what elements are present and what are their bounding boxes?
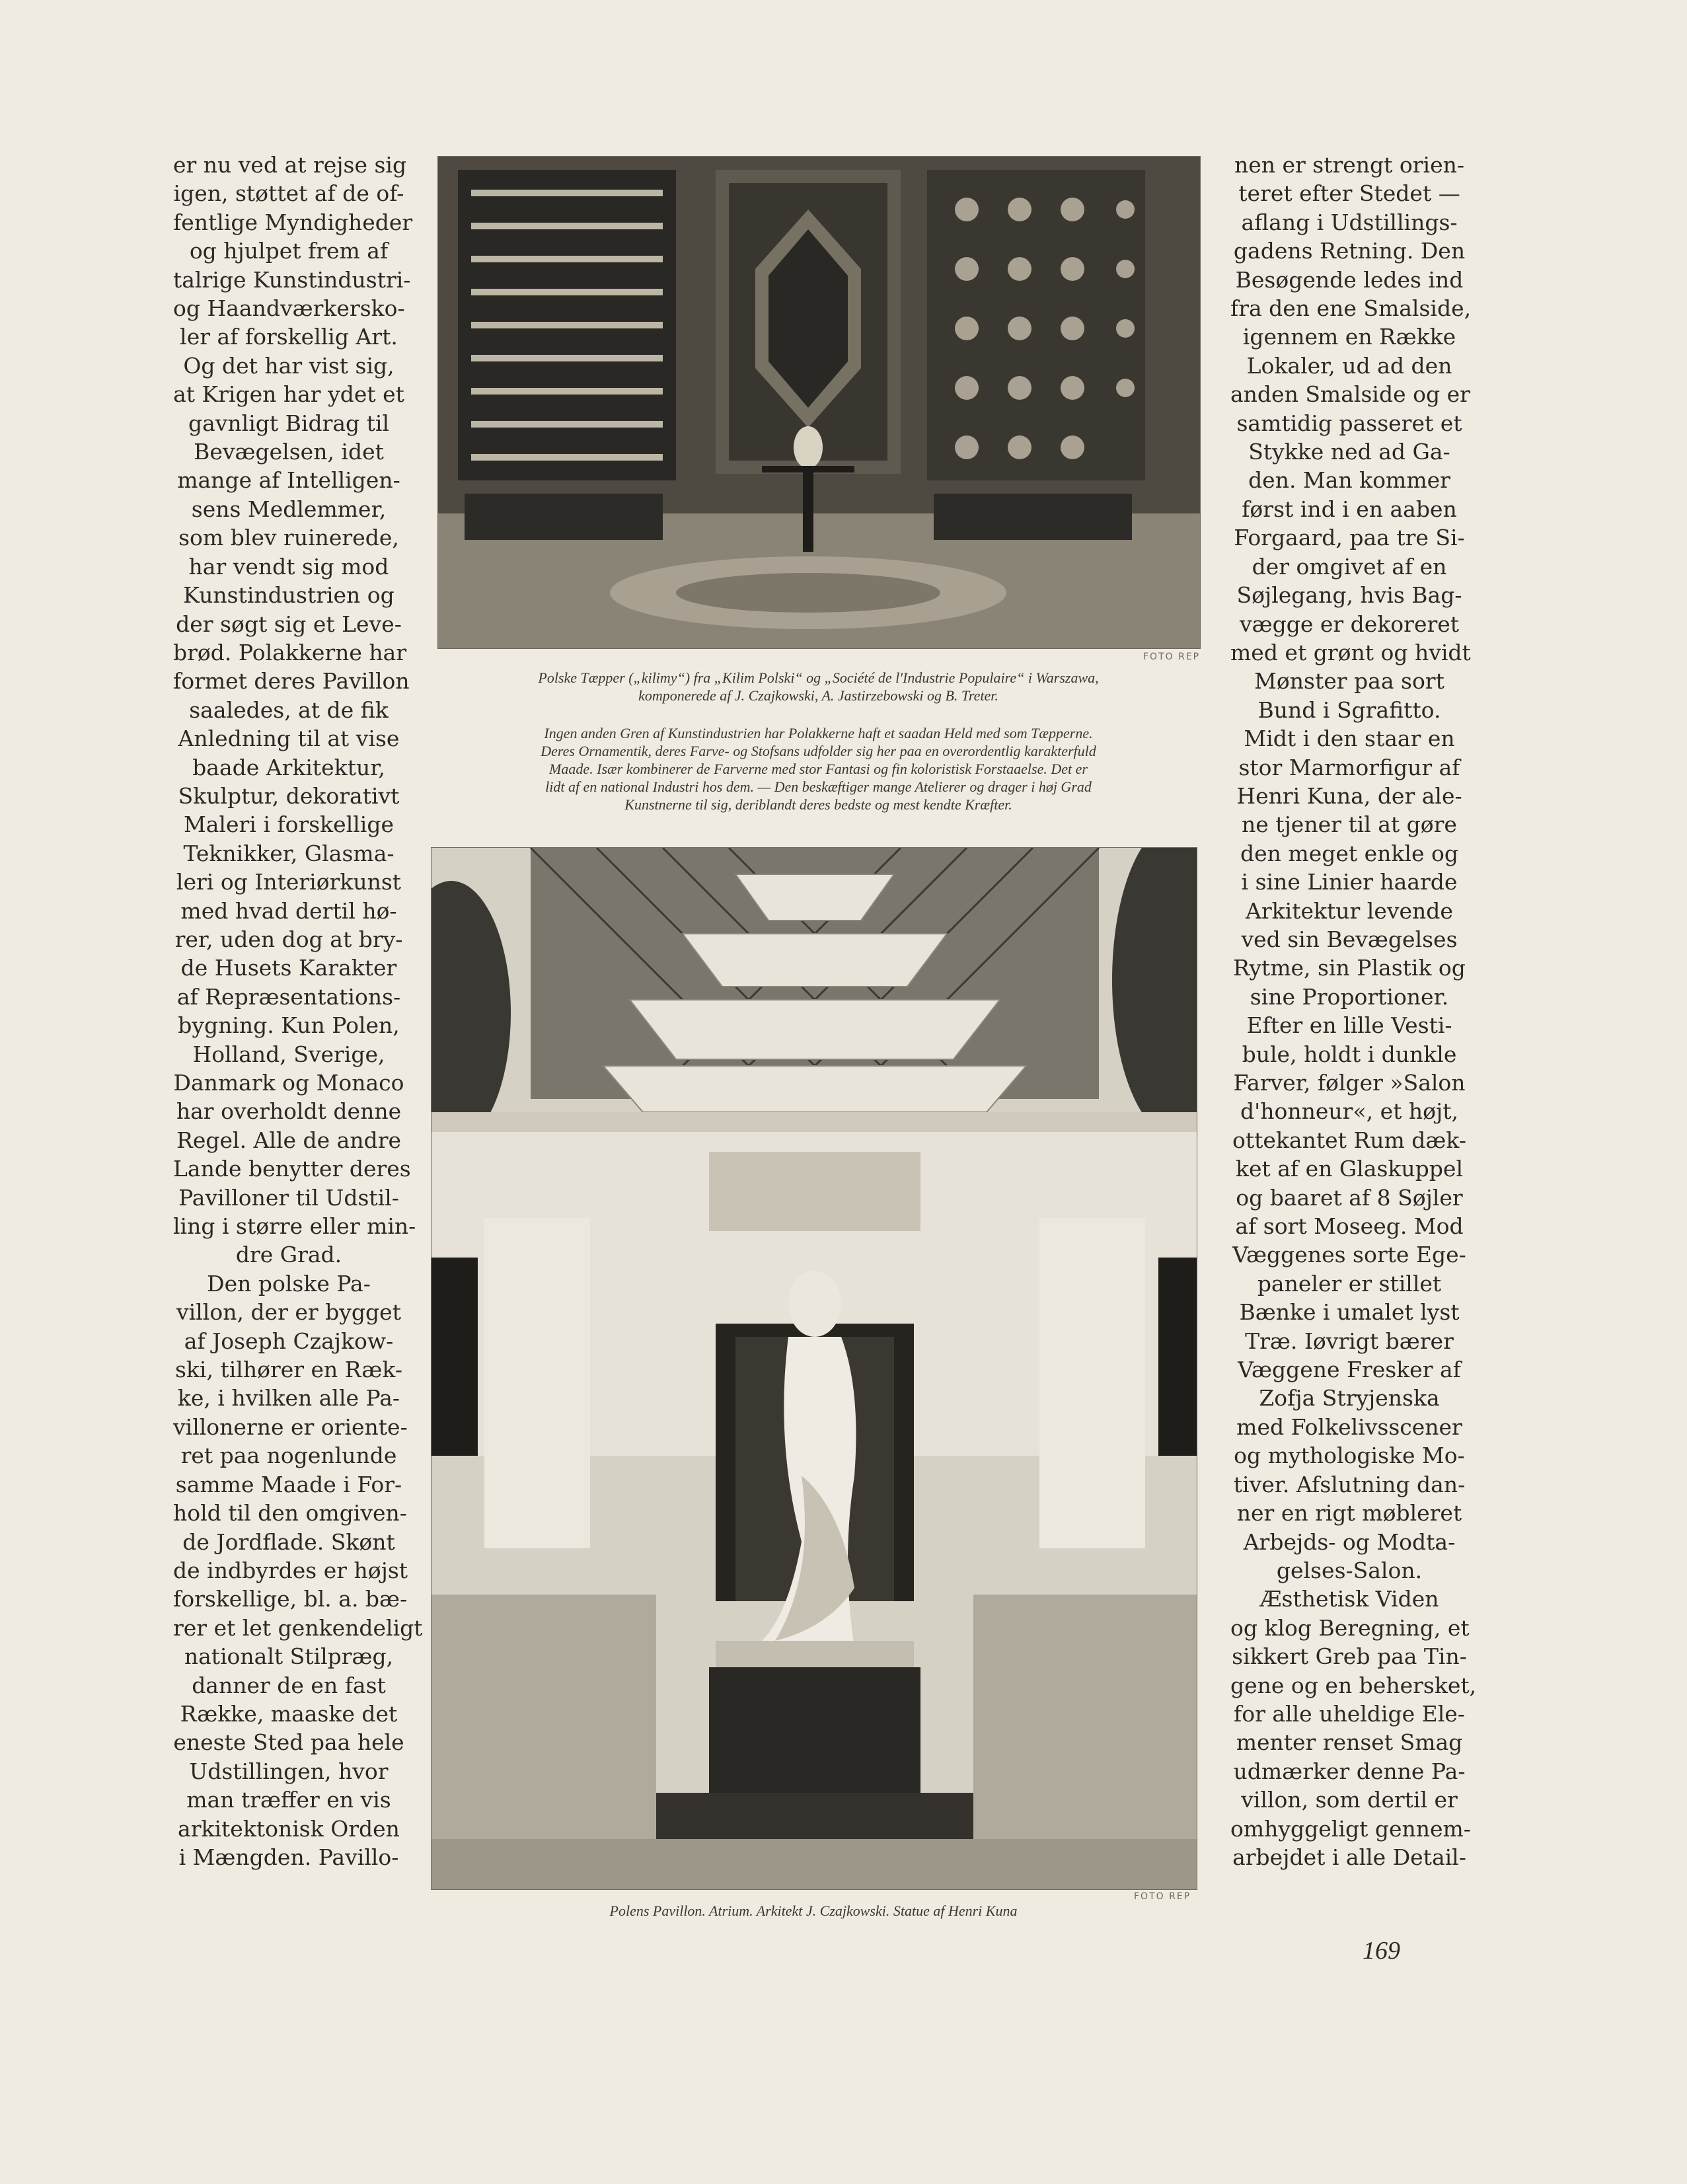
text-line: Midt i den staar en <box>1244 726 1455 752</box>
text-line: er nu ved at rejse sig <box>173 152 407 178</box>
text-line: vægge er dekoreret <box>1239 611 1460 637</box>
text-line: sikkert Greb paa Tin- <box>1232 1643 1467 1670</box>
text-line: fra den ene Smalside, <box>1230 295 1472 322</box>
text-line: rer et let genkendeligt <box>173 1614 423 1641</box>
text-line: fentlige Myndigheder <box>173 209 413 235</box>
text-line: aflang i Udstillings- <box>1241 209 1458 235</box>
text-line: som blev ruinerede, <box>178 525 399 551</box>
text-line: menter renset Smag <box>1236 1729 1463 1756</box>
text-line: har overholdt denne <box>176 1098 402 1125</box>
text-line: Række, maaske det <box>180 1700 398 1727</box>
text-line: formet deres Pavillon <box>173 668 410 695</box>
text-line: Besøgende ledes ind <box>1235 266 1464 293</box>
text-line: danner de en fast <box>192 1672 386 1698</box>
text-line: Henri Kuna, der ale- <box>1236 782 1462 809</box>
text-line: Bund i Sgrafitto. <box>1257 697 1441 723</box>
text-line: de indbyrdes er højst <box>173 1557 408 1583</box>
text-line: Den polske Pa- <box>207 1270 371 1297</box>
text-line: Og det har vist sig, <box>183 352 394 379</box>
text-line: tiver. Afslutning dan- <box>1233 1471 1466 1497</box>
text-line: ket af en Glaskuppel <box>1235 1156 1464 1182</box>
photo-pavilion-atrium <box>431 847 1197 1890</box>
text-line: ottekantet Rum dæk- <box>1232 1127 1466 1153</box>
text-line: Væggene Fresker af <box>1238 1357 1461 1383</box>
text-line: gelses-Salon. <box>1276 1557 1423 1583</box>
text-line: og mythologiske Mo- <box>1234 1443 1465 1469</box>
text-line: Bevægelsen, idet <box>194 439 384 465</box>
carpets-note <box>437 724 1199 813</box>
text-line: arbejdet i alle Detail- <box>1232 1844 1466 1870</box>
text-line: og klog Beregning, et <box>1230 1614 1470 1641</box>
text-line: eneste Sted paa hele <box>173 1729 404 1756</box>
text-line: der søgt sig et Leve- <box>176 611 402 637</box>
text-line: ret paa nogenlunde <box>180 1443 397 1469</box>
text-line: Farver, følger »Salon <box>1233 1070 1466 1096</box>
text-line: brød. Polakkerne har <box>173 639 407 665</box>
text-line: Teknikker, Glasma- <box>183 840 394 866</box>
text-line: Søjlegang, hvis Bag- <box>1236 582 1462 609</box>
text-line: for alle uheldige Ele- <box>1234 1700 1465 1727</box>
text-line: Udstillingen, hvor <box>189 1758 389 1784</box>
text-line: baade Arkitektur, <box>192 754 385 780</box>
text-line: man træffer en vis <box>186 1787 391 1813</box>
text-line: ski, tilhører en Ræk- <box>175 1357 402 1383</box>
text-line: at Krigen har ydet et <box>173 381 404 408</box>
atrium-photo-illustration <box>431 848 1197 1889</box>
carpets-note-line: Maade. Især kombinerer de Farverne med stor Fantasi og fin koloristisk Forstaaelse. Det er <box>549 761 1088 777</box>
text-line: Æsthetisk Viden <box>1259 1586 1439 1612</box>
text-line: Arkitektur levende <box>1246 897 1453 924</box>
text-line: saaledes, at de fik <box>189 697 389 723</box>
text-line: af Joseph Czajkow- <box>184 1328 394 1354</box>
text-line: den. Man kommer <box>1248 467 1450 494</box>
text-line: ved sin Bevægelses <box>1241 926 1458 952</box>
text-line: samme Maade i For- <box>175 1471 402 1497</box>
text-line: udmærker denne Pa- <box>1233 1758 1466 1784</box>
text-line: af sort Moseeg. Mod <box>1235 1213 1464 1240</box>
text-line: Efter en lille Vesti- <box>1246 1012 1452 1039</box>
photo-credit-1: FOTO REP <box>1143 652 1201 662</box>
text-line: Skulptur, dekorativt <box>178 782 400 809</box>
text-line: har vendt sig mod <box>188 553 389 580</box>
left-text-column <box>173 151 423 1871</box>
text-line: Holland, Sverige, <box>192 1041 385 1067</box>
text-line: ner en rigt møbleret <box>1236 1500 1462 1526</box>
text-line: gene og en behersket, <box>1230 1672 1477 1698</box>
text-line: dre Grad. <box>235 1242 342 1268</box>
text-line: Stykke ned ad Ga- <box>1248 439 1450 465</box>
text-line: Lande benytter deres <box>173 1156 411 1182</box>
text-line: først ind i en aaben <box>1242 496 1457 522</box>
text-line: Forgaard, paa tre Si- <box>1234 525 1465 551</box>
photo-polish-carpets <box>437 156 1201 649</box>
text-line: med et grønt og hvidt <box>1230 639 1471 665</box>
text-line: og Haandværkersko- <box>173 295 405 322</box>
text-line: arkitektonisk Orden <box>178 1815 400 1842</box>
text-line: Maleri i forskellige <box>183 811 394 838</box>
text-line: Danmark og Monaco <box>173 1070 404 1096</box>
text-line: Bænke i umalet lyst <box>1239 1299 1460 1326</box>
text-line: omhyggeligt gennem- <box>1230 1815 1471 1842</box>
text-line: gadens Retning. Den <box>1233 238 1466 264</box>
text-line: Pavilloner til Udstil- <box>178 1184 399 1211</box>
text-line: Arbejds- og Modta- <box>1243 1528 1456 1555</box>
text-line: nationalt Stilpræg, <box>184 1643 394 1670</box>
carpets-caption <box>437 669 1199 704</box>
text-line: ling i større eller min- <box>173 1213 416 1240</box>
carpets-caption-line: komponerede af J. Czajkowski, A. Jastirzebowski og B. Treter. <box>638 687 998 704</box>
text-line: rer, uden dog at bry- <box>174 926 403 952</box>
text-line: paneler er stillet <box>1257 1270 1442 1297</box>
text-line: d'honneur«, et højt, <box>1240 1098 1458 1125</box>
text-line: bule, holdt i dunkle <box>1242 1041 1457 1067</box>
carpets-note-line: Kunstnerne til sig, deriblandt deres bedste og mest kendte Kræfter. <box>624 796 1012 813</box>
text-line: sine Proportioner. <box>1250 983 1449 1010</box>
text-line: Kunstindustrien og <box>183 582 394 609</box>
text-line: leri og Interiørkunst <box>176 869 402 895</box>
text-line: ke, i hvilken alle Pa- <box>177 1385 400 1412</box>
text-line: Mønster paa sort <box>1254 668 1444 695</box>
carpets-caption-line: Polske Tæpper („kilimy“) fra „Kilim Polski“ og „Société de l'Industrie Populaire“ i Warszawa, <box>538 669 1099 686</box>
photo-credit-2: FOTO REP <box>1134 1891 1191 1902</box>
text-line: og baaret af 8 Søjler <box>1236 1184 1463 1211</box>
text-line: Rytme, sin Plastik og <box>1233 955 1466 981</box>
text-line: villon, som dertil er <box>1241 1787 1458 1813</box>
text-line: Regel. Alle de andre <box>176 1127 402 1153</box>
text-line: anden Smalside og er <box>1230 381 1470 408</box>
page-number: 169 <box>1363 1937 1400 1965</box>
text-line: den meget enkle og <box>1240 840 1458 866</box>
text-line: Træ. Iøvrigt bærer <box>1245 1328 1454 1354</box>
atrium-caption: Polens Pavillon. Atrium. Arkitekt J. Czajkowski. Statue af Henri Kuna <box>609 1902 1018 1919</box>
text-line: med hvad dertil hø- <box>180 897 397 924</box>
text-line: nen er strengt orien- <box>1234 152 1465 178</box>
text-line: igennem en Række <box>1242 324 1456 350</box>
text-line: med Folkelivsscener <box>1236 1413 1462 1440</box>
carpets-note-line: lidt af en national Industri hos dem. — Den beskæftiger mange Atelierer og drager i høj Grad <box>545 778 1092 795</box>
text-line: Zofja Stryjenska <box>1259 1385 1440 1412</box>
text-line: sens Medlemmer, <box>191 496 387 522</box>
text-line: i Mængden. Pavillo- <box>178 1844 399 1870</box>
text-line: talrige Kunstindustri- <box>173 266 411 293</box>
text-line: der omgivet af en <box>1252 553 1447 580</box>
carpets-photo-illustration <box>438 157 1200 648</box>
text-line: hold til den omgiven- <box>173 1500 407 1526</box>
carpets-note-line: Ingen anden Gren af Kunstindustrien har Polakkerne haft et saadan Held med som Tæpperne. <box>544 725 1093 741</box>
text-line: igen, støttet af de of- <box>173 180 404 207</box>
text-line: og hjulpet frem af <box>189 238 389 264</box>
text-line: villon, der er bygget <box>176 1299 401 1326</box>
text-line: af Repræsentations- <box>176 983 401 1010</box>
text-line: bygning. Kun Polen, <box>178 1012 400 1039</box>
text-line: teret efter Stedet — <box>1238 180 1460 207</box>
carpets-note-line: Deres Ornamentik, deres Farve- og Stofsans udfolder sig her paa en overordentlig karakterfuld <box>541 743 1096 759</box>
text-line: Lokaler, ud ad den <box>1246 352 1452 379</box>
text-line: samtidig passeret et <box>1236 410 1462 436</box>
text-line: stor Marmorfigur af <box>1238 754 1460 780</box>
text-line: forskellige, bl. a. bæ- <box>173 1586 408 1612</box>
text-line: ler af forskellig Art. <box>180 324 398 350</box>
text-line: Væggenes sorte Ege- <box>1232 1242 1466 1268</box>
text-line: mange af Intelligen- <box>177 467 400 494</box>
text-line: ne tjener til at gøre <box>1242 811 1457 838</box>
text-line: villonerne er oriente- <box>173 1413 408 1440</box>
right-text-column <box>1230 151 1477 1871</box>
text-line: i sine Linier haarde <box>1241 869 1458 895</box>
text-line: de Jordflade. Skønt <box>182 1528 395 1555</box>
text-line: gavnligt Bidrag til <box>188 410 390 436</box>
text-line: Anledning til at vise <box>178 726 400 752</box>
text-line: de Husets Karakter <box>180 955 397 981</box>
